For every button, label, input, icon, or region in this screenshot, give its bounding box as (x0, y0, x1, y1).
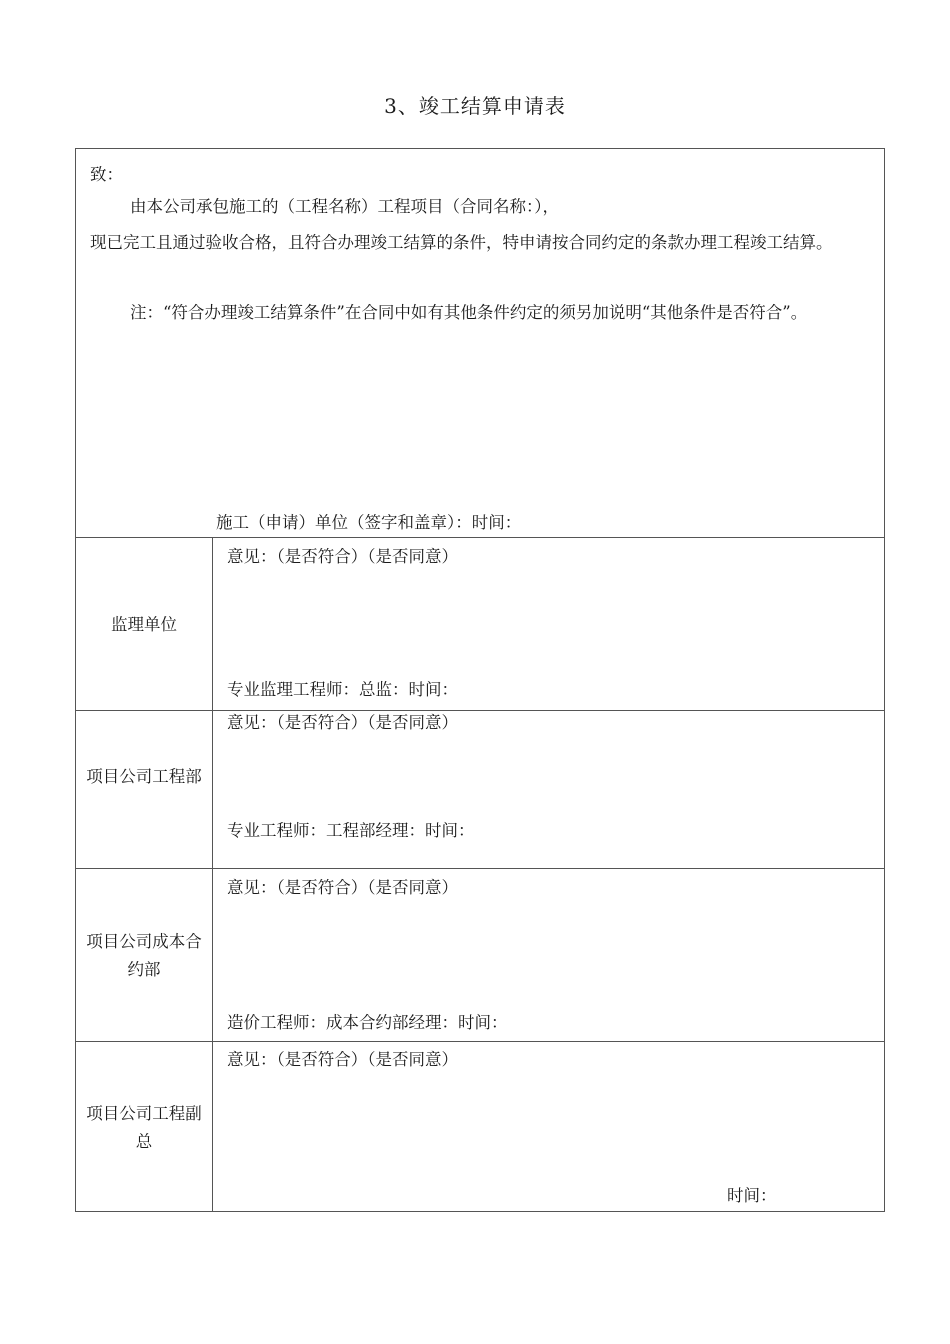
row-label-engineering-dept: 项目公司工程部 (86, 767, 202, 786)
application-note: 注：“符合办理竣工结算条件”在合同中如有其他条件约定的须另加说明“其他条件是否符合”。 (130, 303, 808, 322)
row-divider (76, 710, 884, 711)
application-line-1: 由本公司承包施工的（工程名称）工程项目（合同名称：）， (130, 197, 559, 216)
row-label-supervision: 监理单位 (111, 615, 177, 634)
engineering-dept-signature: 专业工程师：工程部经理：时间： (227, 821, 475, 840)
application-line-2: 现已完工且通过验收合格，且符合办理竣工结算的条件，特申请按合同约定的条款办理工程竣工结算。 (90, 233, 833, 252)
row-divider (76, 537, 884, 538)
row-divider (76, 868, 884, 869)
cost-contract-signature: 造价工程师：成本合约部经理：时间： (227, 1013, 508, 1032)
form-title: 3、竣工结算申请表 (384, 94, 566, 118)
engineering-vp-signature: 时间： (727, 1186, 777, 1205)
settlement-application-form (75, 148, 885, 1212)
row-label-cost-contract-dept: 项目公司成本合约部 (86, 932, 202, 979)
cost-contract-opinion: 意见：（是否符合）（是否同意） (227, 878, 458, 897)
row-label-engineering-vp: 项目公司工程副总 (86, 1104, 202, 1151)
row-divider (76, 1041, 884, 1042)
column-divider (212, 537, 213, 1212)
engineering-vp-opinion: 意见：（是否符合）（是否同意） (227, 1050, 458, 1069)
engineering-dept-opinion: 意见：（是否符合）（是否同意） (227, 713, 458, 732)
supervision-opinion: 意见：（是否符合）（是否同意） (227, 547, 458, 566)
addressee-label: 致： (90, 165, 123, 184)
applicant-signature-line: 施工（申请）单位（签字和盖章）：时间： (216, 513, 522, 532)
application-section (76, 149, 884, 537)
supervision-signature: 专业监理工程师：总监：时间： (227, 680, 458, 699)
